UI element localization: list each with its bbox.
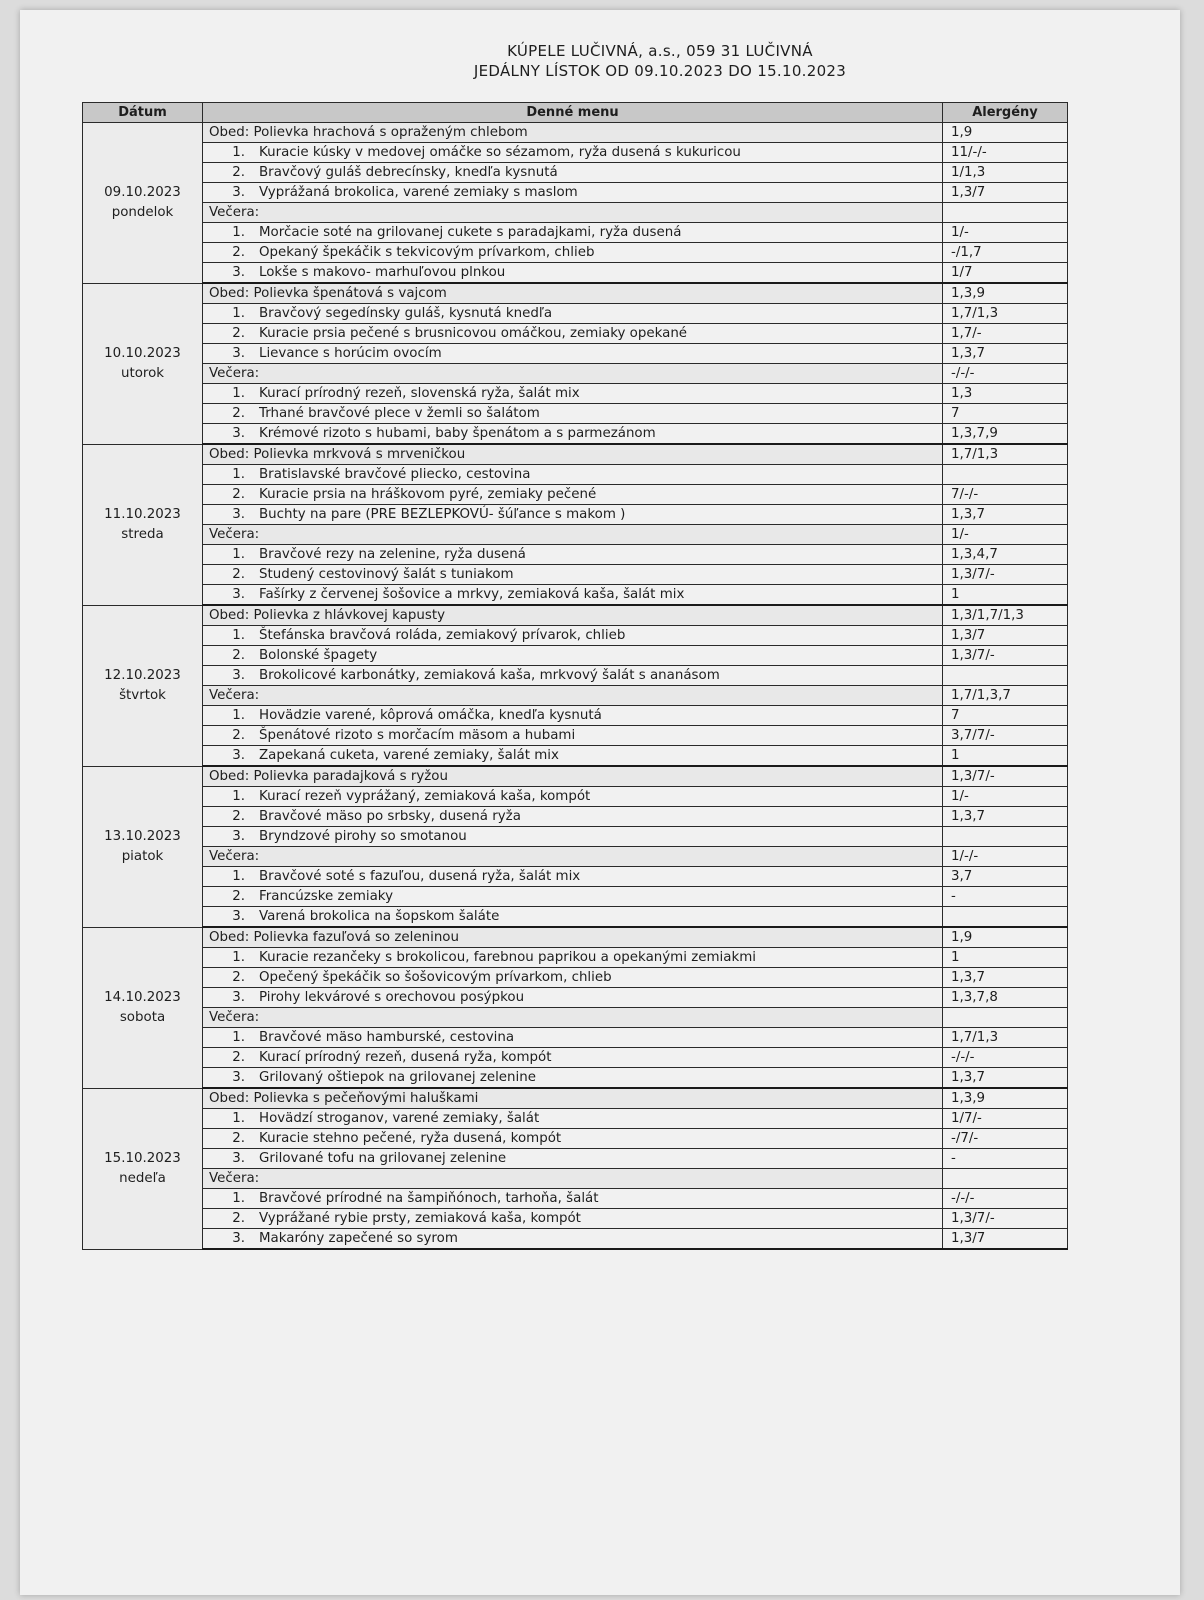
table-row [83, 545, 1068, 565]
allergen-cell: 1,3,7,8 [943, 988, 1068, 1008]
item-number: 2. [232, 969, 245, 985]
item-text: Špenátové rizoto s morčacím mäsom a hubami [259, 727, 576, 743]
table-row [83, 686, 1068, 706]
menu-item-cell [203, 666, 943, 686]
menu-item-cell [203, 1229, 943, 1250]
allergen-cell: 11/-/- [943, 143, 1068, 163]
item-text: Kuracie prsia pečené s brusnicovou omáčkou, zemiaky opekané [259, 325, 688, 341]
allergen-cell: 1,7/1,3,7 [943, 686, 1068, 706]
menu-item-cell [203, 726, 943, 746]
menu-item-cell [203, 948, 943, 968]
allergen-cell: 1,7/1,3 [943, 304, 1068, 324]
allergen-cell: 1 [943, 948, 1068, 968]
day-weekday: streda [121, 526, 164, 542]
menu-item-cell [203, 968, 943, 988]
menu-item-cell [203, 887, 943, 907]
allergen-cell: 1,3,7 [943, 344, 1068, 364]
date-column-header: Dátum [83, 103, 203, 123]
table-row [83, 766, 1068, 787]
menu-item-cell [203, 1048, 943, 1068]
item-text: Trhané bravčové plece v žemli so šalátom [259, 405, 540, 421]
item-text: Kuracie stehno pečené, ryža dusená, kompót [259, 1130, 562, 1146]
company-heading: KÚPELE LUČIVNÁ, a.s., 059 31 LUČIVNÁ [507, 42, 813, 60]
menu-item-cell [203, 907, 943, 928]
item-number: 1. [232, 546, 245, 562]
allergen-cell: 1/- [943, 525, 1068, 545]
allergen-cell: 1,3/7 [943, 1229, 1068, 1250]
table-row [83, 163, 1068, 183]
item-number: 1. [232, 385, 245, 401]
item-text: Grilovaný oštiepok na grilovanej zelenine [259, 1069, 536, 1085]
table-row [83, 646, 1068, 666]
item-number: 3. [232, 425, 245, 441]
table-row [83, 1169, 1068, 1189]
table-row [83, 787, 1068, 807]
table-row [83, 465, 1068, 485]
allergen-cell: 1,7/1,3 [943, 444, 1068, 465]
table-row [83, 626, 1068, 646]
table-row [83, 304, 1068, 324]
table-row [83, 1189, 1068, 1209]
item-number: 3. [232, 667, 245, 683]
menu-item-cell [203, 183, 943, 203]
menu-item-cell [203, 324, 943, 344]
allergen-cell: 1,3 [943, 384, 1068, 404]
allergen-cell [943, 827, 1068, 847]
item-text: Kuracie kúsky v medovej omáčke so sézamom, ryža dusená s kukuricou [259, 144, 741, 160]
allergen-cell: 1,3/7 [943, 626, 1068, 646]
item-number: 1. [232, 868, 245, 884]
menu-item-cell [203, 485, 943, 505]
allergen-cell: 1,3/7/- [943, 565, 1068, 585]
table-row [83, 283, 1068, 304]
day-date: 10.10.2023 [104, 345, 181, 361]
day-date: 11.10.2023 [104, 506, 181, 522]
table-row [83, 726, 1068, 746]
menu-item-cell [203, 424, 943, 445]
day-date: 15.10.2023 [104, 1150, 181, 1166]
day-date: 13.10.2023 [104, 828, 181, 844]
item-text: Bravčový guláš debrecínsky, knedľa kysnutá [259, 164, 558, 180]
item-number: 3. [232, 1230, 245, 1246]
table-row [83, 706, 1068, 726]
allergen-cell: 1,3,7 [943, 807, 1068, 827]
item-text: Bravčové rezy na zelenine, ryža dusená [259, 546, 526, 562]
item-text: Varená brokolica na šopskom šaláte [259, 908, 500, 924]
table-row [83, 1129, 1068, 1149]
table-row [83, 1048, 1068, 1068]
item-number: 2. [232, 405, 245, 421]
table-row [83, 444, 1068, 465]
table-row [83, 364, 1068, 384]
meal-heading-cell: Večera: [203, 847, 943, 867]
item-text: Buchty na pare (PRE BEZLEPKOVÚ- šúľance s makom ) [259, 506, 626, 522]
allergen-cell: 1 [943, 585, 1068, 606]
table-row [83, 988, 1068, 1008]
menu-item-cell [203, 143, 943, 163]
allergen-cell: 1/- [943, 787, 1068, 807]
item-text: Morčacie soté na grilovanej cukete s paradajkami, ryža dusená [259, 224, 682, 240]
table-row [83, 123, 1068, 143]
menu-item-cell [203, 384, 943, 404]
allergen-cell: 1,7/1,3 [943, 1028, 1068, 1048]
allergen-cell: 7 [943, 404, 1068, 424]
table-row [83, 887, 1068, 907]
table-row [83, 1068, 1068, 1089]
menu-item-cell [203, 263, 943, 284]
day-weekday: nedeľa [119, 1170, 166, 1186]
item-number: 3. [232, 506, 245, 522]
table-row [83, 1209, 1068, 1229]
item-text: Vyprážaná brokolica, varené zemiaky s maslom [259, 184, 578, 200]
table-row [83, 948, 1068, 968]
table-row [83, 384, 1068, 404]
menu-item-cell [203, 706, 943, 726]
table-row [83, 143, 1068, 163]
item-text: Makaróny zapečené so syrom [259, 1230, 458, 1246]
table-row [83, 968, 1068, 988]
table-row [83, 424, 1068, 445]
item-text: Grilované tofu na grilovanej zelenine [259, 1150, 507, 1166]
item-number: 1. [232, 305, 245, 321]
allergen-cell: 1/-/- [943, 847, 1068, 867]
menu-item-cell [203, 304, 943, 324]
day-date-cell [83, 605, 203, 766]
item-number: 3. [232, 1150, 245, 1166]
allergen-cell: 1,7/- [943, 324, 1068, 344]
allergens-column-header: Alergény [943, 103, 1068, 123]
item-number: 1. [232, 788, 245, 804]
table-row [83, 324, 1068, 344]
allergen-cell: 1,3,7 [943, 968, 1068, 988]
allergen-cell: 1,3/7/- [943, 1209, 1068, 1229]
allergen-cell: -/-/- [943, 1048, 1068, 1068]
menu-item-cell [203, 1068, 943, 1089]
allergen-cell: 1,3,7 [943, 1068, 1068, 1089]
day-date-cell [83, 1088, 203, 1249]
item-number: 2. [232, 164, 245, 180]
meal-heading-cell: Večera: [203, 1169, 943, 1189]
menu-item-cell [203, 827, 943, 847]
menu-item-cell [203, 1189, 943, 1209]
item-text: Opekaný špekáčik s tekvicovým prívarkom, chlieb [259, 244, 595, 260]
item-text: Hovädzie varené, kôprová omáčka, knedľa kysnutá [259, 707, 602, 723]
menu-item-cell [203, 223, 943, 243]
menu-item-cell [203, 404, 943, 424]
allergen-cell: 3,7 [943, 867, 1068, 887]
allergen-cell: - [943, 1149, 1068, 1169]
allergen-cell: 1/7 [943, 263, 1068, 284]
item-number: 1. [232, 224, 245, 240]
allergen-cell [943, 1169, 1068, 1189]
item-number: 3. [232, 264, 245, 280]
table-row [83, 847, 1068, 867]
menu-item-cell [203, 1129, 943, 1149]
meal-heading-cell: Obed: Polievka paradajková s ryžou [203, 766, 943, 787]
item-text: Opečený špekáčik so šošovicovým prívarkom, chlieb [259, 969, 612, 985]
meal-heading-cell: Obed: Polievka z hlávkovej kapusty [203, 605, 943, 626]
allergen-cell: 1/- [943, 223, 1068, 243]
item-number: 2. [232, 727, 245, 743]
table-row [83, 746, 1068, 767]
table-row [83, 404, 1068, 424]
item-number: 2. [232, 808, 245, 824]
item-number: 1. [232, 707, 245, 723]
item-text: Zapekaná cuketa, varené zemiaky, šalát mix [259, 747, 559, 763]
menu-item-cell [203, 1028, 943, 1048]
day-weekday: piatok [121, 848, 164, 864]
table-row [83, 907, 1068, 928]
table-row [83, 1229, 1068, 1250]
meal-heading-cell: Obed: Polievka mrkvová s mrveničkou [203, 444, 943, 465]
day-date: 12.10.2023 [104, 667, 181, 683]
table-row [83, 666, 1068, 686]
menu-item-cell [203, 1209, 943, 1229]
item-number: 1. [232, 466, 245, 482]
item-number: 1. [232, 1110, 245, 1126]
menu-item-cell [203, 646, 943, 666]
menu-item-cell [203, 565, 943, 585]
table-row [83, 927, 1068, 948]
menu-item-cell [203, 243, 943, 263]
item-number: 2. [232, 1049, 245, 1065]
item-number: 2. [232, 486, 245, 502]
allergen-cell: 1/1,3 [943, 163, 1068, 183]
table-row [83, 263, 1068, 284]
item-number: 3. [232, 989, 245, 1005]
item-text: Studený cestovinový šalát s tuniakom [259, 566, 514, 582]
allergen-cell: 1,3/7/- [943, 646, 1068, 666]
item-text: Francúzske zemiaky [259, 888, 393, 904]
allergen-cell: -/-/- [943, 364, 1068, 384]
table-row [83, 485, 1068, 505]
item-number: 2. [232, 1130, 245, 1146]
allergen-cell: 1/7/- [943, 1109, 1068, 1129]
table-row [83, 1028, 1068, 1048]
meal-heading-cell: Večera: [203, 364, 943, 384]
day-date-cell [83, 123, 203, 284]
menu-body [83, 123, 1068, 1250]
item-text: Fašírky z červenej šošovice a mrkvy, zemiaková kaša, šalát mix [259, 586, 685, 602]
allergen-cell: -/1,7 [943, 243, 1068, 263]
item-text: Kurací prírodný rezeň, dusená ryža, kompót [259, 1049, 552, 1065]
menu-item-cell [203, 505, 943, 525]
allergen-cell: 1,3/1,7/1,3 [943, 605, 1068, 626]
menu-sheet [20, 10, 1180, 1595]
menu-item-cell [203, 1109, 943, 1129]
allergen-cell: 1,9 [943, 927, 1068, 948]
day-weekday: sobota [119, 1009, 166, 1025]
table-row [83, 565, 1068, 585]
day-weekday: utorok [120, 365, 165, 381]
menu-item-cell [203, 988, 943, 1008]
day-date-cell [83, 766, 203, 927]
item-text: Lievance s horúcim ovocím [259, 345, 442, 361]
item-text: Bolonské špagety [259, 647, 378, 663]
menu-item-cell [203, 163, 943, 183]
item-text: Brokolicové karbonátky, zemiaková kaša, mrkvový šalát s ananásom [259, 667, 720, 683]
meal-heading-cell: Večera: [203, 525, 943, 545]
table-row [83, 605, 1068, 626]
item-text: Kuracie prsia na hráškovom pyré, zemiaky pečené [259, 486, 597, 502]
item-text: Pirohy lekvárové s orechovou posýpkou [259, 989, 525, 1005]
item-number: 1. [232, 144, 245, 160]
day-weekday: štvrtok [119, 687, 166, 703]
item-number: 2. [232, 888, 245, 904]
item-text: Štefánska bravčová roláda, zemiakový prívarok, chlieb [259, 627, 626, 643]
table-row [83, 1088, 1068, 1109]
meal-heading-cell: Obed: Polievka špenátová s vajcom [203, 283, 943, 304]
table-row [83, 243, 1068, 263]
allergen-cell: -/-/- [943, 1189, 1068, 1209]
allergen-cell: 3,7/7/- [943, 726, 1068, 746]
allergen-cell: 1,3,9 [943, 283, 1068, 304]
meal-heading-cell: Večera: [203, 1008, 943, 1028]
item-number: 2. [232, 1210, 245, 1226]
allergen-cell: 1 [943, 746, 1068, 767]
meal-heading-cell: Obed: Polievka hrachová s opraženým chlebom [203, 123, 943, 143]
item-number: 3. [232, 747, 245, 763]
item-number: 3. [232, 828, 245, 844]
menu-item-cell [203, 1149, 943, 1169]
menu-item-cell [203, 807, 943, 827]
item-text: Bryndzové pirohy so smotanou [259, 828, 467, 844]
item-text: Lokše s makovo- marhuľovou plnkou [259, 264, 506, 280]
allergen-cell: 1,3,7 [943, 505, 1068, 525]
item-text: Bravčové mäso hamburské, cestovina [259, 1029, 515, 1045]
table-row [83, 1109, 1068, 1129]
item-number: 1. [232, 1029, 245, 1045]
item-text: Bratislavské bravčové pliecko, cestovina [259, 466, 531, 482]
item-text: Bravčové soté s fazuľou, dusená ryža, šalát mix [259, 868, 581, 884]
menu-title: JEDÁLNY LÍSTOK OD 09.10.2023 DO 15.10.2023 [473, 62, 847, 80]
menu-item-cell [203, 626, 943, 646]
allergen-cell: 1,3,4,7 [943, 545, 1068, 565]
table-row [83, 585, 1068, 606]
meal-heading-cell: Večera: [203, 686, 943, 706]
allergen-cell [943, 907, 1068, 928]
item-text: Hovädzí stroganov, varené zemiaky, šalát [259, 1110, 540, 1126]
allergen-cell: 1,3/7/- [943, 766, 1068, 787]
table-row [83, 223, 1068, 243]
table-row [83, 807, 1068, 827]
day-date-cell [83, 283, 203, 444]
menu-column-header: Denné menu [203, 103, 943, 123]
allergen-cell: 7/-/- [943, 485, 1068, 505]
menu-item-cell [203, 787, 943, 807]
weekly-menu-table [82, 102, 1068, 1250]
item-text: Bravčové prírodné na šampiňónoch, tarhoňa, šalát [259, 1190, 599, 1206]
allergen-cell [943, 666, 1068, 686]
menu-item-cell [203, 545, 943, 565]
item-number: 2. [232, 325, 245, 341]
item-text: Bravčové mäso po srbsky, dusená ryža [259, 808, 521, 824]
item-text: Kurací rezeň vyprážaný, zemiaková kaša, kompót [259, 788, 591, 804]
allergen-cell: 1,9 [943, 123, 1068, 143]
table-row [83, 344, 1068, 364]
item-number: 1. [232, 627, 245, 643]
menu-item-cell [203, 344, 943, 364]
table-row [83, 505, 1068, 525]
table-row [83, 1008, 1068, 1028]
meal-heading-cell: Obed: Polievka fazuľová so zeleninou [203, 927, 943, 948]
item-text: Kurací prírodný rezeň, slovenská ryža, šalát mix [259, 385, 580, 401]
day-weekday: pondelok [111, 204, 174, 220]
meal-heading-cell: Obed: Polievka s pečeňovými haluškami [203, 1088, 943, 1109]
menu-item-cell [203, 585, 943, 606]
table-header-row [83, 103, 1068, 123]
item-number: 3. [232, 908, 245, 924]
menu-item-cell [203, 867, 943, 887]
allergen-cell: 1,3,7,9 [943, 424, 1068, 445]
menu-item-cell [203, 465, 943, 485]
item-number: 2. [232, 566, 245, 582]
allergen-cell: 7 [943, 706, 1068, 726]
item-number: 3. [232, 345, 245, 361]
day-date-cell [83, 444, 203, 605]
item-text: Krémové rizoto s hubami, baby špenátom a s parmezánom [259, 425, 656, 441]
item-number: 3. [232, 184, 245, 200]
menu-item-cell [203, 746, 943, 767]
item-text: Bravčový segedínsky guláš, kysnutá knedľa [259, 305, 553, 321]
item-number: 1. [232, 1190, 245, 1206]
table-row [83, 525, 1068, 545]
item-number: 1. [232, 949, 245, 965]
allergen-cell [943, 1008, 1068, 1028]
table-row [83, 203, 1068, 223]
item-number: 3. [232, 1069, 245, 1085]
allergen-cell [943, 465, 1068, 485]
item-number: 2. [232, 647, 245, 663]
table-row [83, 1149, 1068, 1169]
day-date-cell [83, 927, 203, 1088]
meal-heading-cell: Večera: [203, 203, 943, 223]
item-number: 3. [232, 586, 245, 602]
allergen-cell: -/7/- [943, 1129, 1068, 1149]
table-row [83, 827, 1068, 847]
allergen-cell: - [943, 887, 1068, 907]
item-number: 2. [232, 244, 245, 260]
table-row [83, 867, 1068, 887]
day-date: 14.10.2023 [104, 989, 181, 1005]
item-text: Kuracie rezančeky s brokolicou, farebnou paprikou a opekanými zemiakmi [259, 949, 756, 965]
allergen-cell: 1,3/7 [943, 183, 1068, 203]
day-date: 09.10.2023 [104, 184, 181, 200]
item-text: Vyprážané rybie prsty, zemiaková kaša, kompót [259, 1210, 581, 1226]
allergen-cell [943, 203, 1068, 223]
allergen-cell: 1,3,9 [943, 1088, 1068, 1109]
table-row [83, 183, 1068, 203]
